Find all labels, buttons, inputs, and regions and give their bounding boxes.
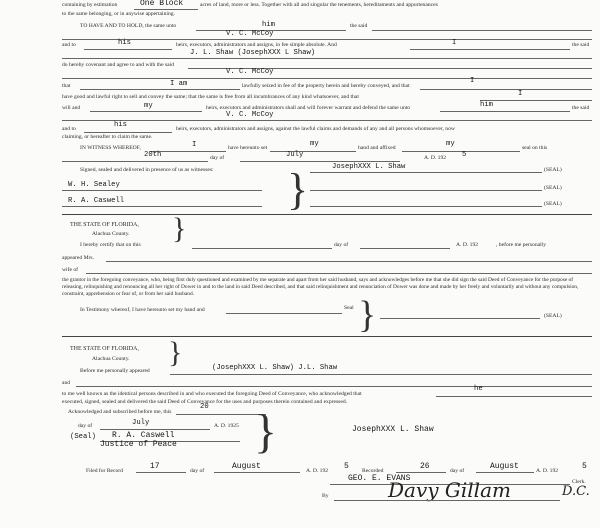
day-number: 20th [144, 151, 162, 159]
grantor-name: J. L. Shaw (JosephXXX L Shaw) [190, 49, 316, 57]
filed-year: 5 [344, 462, 349, 471]
grantor-bracket: } [254, 405, 278, 458]
my-1: my [144, 102, 153, 110]
wife-seal-word: Seal [344, 305, 354, 311]
filed-label: Filed for Record [86, 468, 123, 474]
section-divider-2 [62, 336, 592, 337]
i-4: I [192, 141, 197, 149]
that-label: that [62, 83, 71, 89]
will-and-label: will and [62, 105, 81, 111]
my-3: my [446, 140, 455, 148]
habendum-clause: TO HAVE AND TO HOLD, the same unto [80, 23, 177, 29]
my-2: my [310, 140, 319, 148]
containing-label: containing by estimation [62, 2, 118, 8]
recorded-ad: A. D. 192 [536, 468, 559, 474]
signed-sealed: Signed, sealed and delivered in presence of us as witnesses: [80, 167, 214, 173]
grantee-name: V. C. McCoy [226, 30, 274, 38]
clerk-label: Clerk. [572, 479, 586, 485]
grantor-day-number: 20 [200, 403, 209, 411]
seal-3: (SEAL) [544, 201, 562, 207]
day-of-label: day of [210, 155, 225, 161]
i-2: I [470, 77, 475, 85]
warrant-clause: heirs, executors and administrators shall and will forever warrant and defend the same unto [206, 105, 411, 111]
i-3: I [518, 90, 523, 98]
grantor-county: Alachua County. [92, 356, 130, 362]
i-1: I [452, 39, 457, 47]
wife-testimony: In Testimony whereof, I have hereunto set my hand and [80, 307, 205, 313]
grantor-body-2: executed, signed, sealed and delivered the said Deed of Conveyance for the uses and purposes therein contained and expressed. [62, 399, 348, 405]
section-divider-1 [62, 214, 592, 215]
hereunto-set: have hereunto set [228, 145, 268, 151]
seal-on-this: seal on this [522, 145, 548, 151]
grantor-pronoun: he [474, 385, 483, 393]
grantor-ack-name: (JosephXXX L. Shaw) J.L. Shaw [212, 364, 338, 372]
good-right-clause: have good and lawful right to sell and convey the same; that the same is free from all incumbrances of any kind whatsoever, and that [62, 94, 359, 100]
grantor-day-of: day of [78, 423, 93, 429]
wife-state: THE STATE OF FLORIDA, [70, 222, 139, 228]
recorded-month: August [490, 462, 519, 471]
grantor-state-bracket: } [168, 336, 183, 369]
habendum-name: him [262, 21, 275, 29]
the-said-label-3: the said [572, 105, 590, 111]
filed-month: August [232, 462, 261, 471]
witness-1: W. H. Sealey [68, 181, 120, 189]
and-to-label: and to [62, 42, 76, 48]
recorded-label: Recorded [362, 468, 384, 474]
filed-ad: A. D. 192 [306, 468, 329, 474]
appertaining-clause: to the same belonging, or in anywise appertaining. [62, 11, 175, 17]
wife-appeared: appeared Mrs. [62, 255, 94, 261]
seal-1: (SEAL) [544, 167, 562, 173]
grantee-name-2: V. C. McCoy [226, 68, 274, 76]
claiming-line: claiming, or hereafter to claim the same. [62, 134, 153, 140]
containing-clause: acres of land, more or less. Together with all and singular the tenements, hereditaments and appurtenances [200, 2, 438, 8]
lawfully-clause: lawfully seized in fee of the property herein and hereby conveyed, and that [242, 83, 410, 89]
grantor-and: and [62, 380, 71, 386]
month: July [286, 151, 304, 159]
seal-2: (SEAL) [544, 185, 562, 191]
grantor-signature: JosephXXX L. Shaw [332, 163, 406, 171]
covenant-clause: do hereby covenant and agree to and with the said [62, 62, 174, 68]
wife-day-of: day of [334, 242, 349, 248]
recorded-year: 5 [582, 462, 587, 471]
notary-seal-mark: (Seal) [70, 433, 96, 441]
the-said-label: the said [350, 23, 368, 29]
dc-label: D.C. [562, 484, 590, 499]
filed-day-of: day of [190, 468, 205, 474]
his-2: his [114, 121, 127, 129]
witness-clause: IN WITNESS WHEREOF, [80, 145, 141, 151]
deputy-signature: Davy Gillam [388, 478, 511, 502]
grantor-ack-signature: JosephXXX L. Shaw [352, 425, 434, 434]
i-am: I am [170, 80, 188, 88]
acres-value: One Block [140, 0, 184, 8]
grantee-name-3: V. C. McCoy [226, 111, 274, 119]
hand-affixed: hand and affixed [358, 145, 396, 151]
wife-state-bracket: } [172, 212, 187, 245]
recorded-day-of: day of [450, 468, 465, 474]
filed-day: 17 [150, 462, 160, 471]
and-to-label-2: and to [62, 126, 76, 132]
grantor-ad-year: A. D. 1925 [214, 423, 239, 429]
wife-seal: (SEAL) [544, 313, 562, 319]
heirs-claims-clause: heirs, executors, administrators and assigns, against the lawful claims and demands of any and all persons whomsoever, now [176, 126, 455, 132]
year-digit: 5 [462, 151, 467, 159]
wife-body: the grantor in the foregoing conveyance, who, being first duly questioned and examined by me separate and apart from her said husband, says and acknowledges before me that she did sign the said Deed of Conveyance for the purpose of releasing, relinquishing and renouncing all her right of Dower in and to the land in said Deed described, and that said relinquishment and renunciation of Dower was done and made by her freely and voluntarily and without any compulsion, constraint, apprehension or fear of, or from her said husband. [62, 277, 579, 297]
heirs-clause: heirs, executors, administrators and assigns, in fee simple absolute. And [176, 42, 337, 48]
wife-of: wife of [62, 267, 78, 273]
grantor-appeared: Before me personally appeared [80, 368, 150, 374]
wife-before-me: , before me personally [496, 242, 547, 248]
wife-county: Alachua County. [92, 231, 130, 237]
his-1: his [118, 39, 131, 47]
witness-bracket: } [287, 165, 309, 214]
recorded-day: 26 [420, 462, 430, 471]
him-2: him [480, 101, 493, 109]
grantor-month: July [132, 419, 150, 427]
grantor-state: THE STATE OF FLORIDA, [70, 346, 139, 352]
ad-192-label: A. D. 192 [424, 155, 447, 161]
notary-officer: R. A. Caswell [112, 431, 175, 440]
wife-certify: I hereby certify that on this [80, 242, 141, 248]
wife-seal-bracket: } [358, 294, 377, 336]
by-label: By [322, 493, 329, 499]
grantor-subscribed: Acknowledged and subscribed before me, this [68, 409, 172, 415]
witness-2: R. A. Caswell [68, 197, 125, 205]
grantor-body: to me well known as the identical persons described in and who executed the foregoing Deed of Conveyance, who acknowledged that [62, 391, 362, 397]
clerk-name: GEO. E. EVANS [348, 474, 411, 483]
the-said-label-2: the said [572, 42, 590, 48]
notary-title: Justice of Peace [100, 440, 177, 449]
wife-ad: A. D. 192 [456, 242, 479, 248]
